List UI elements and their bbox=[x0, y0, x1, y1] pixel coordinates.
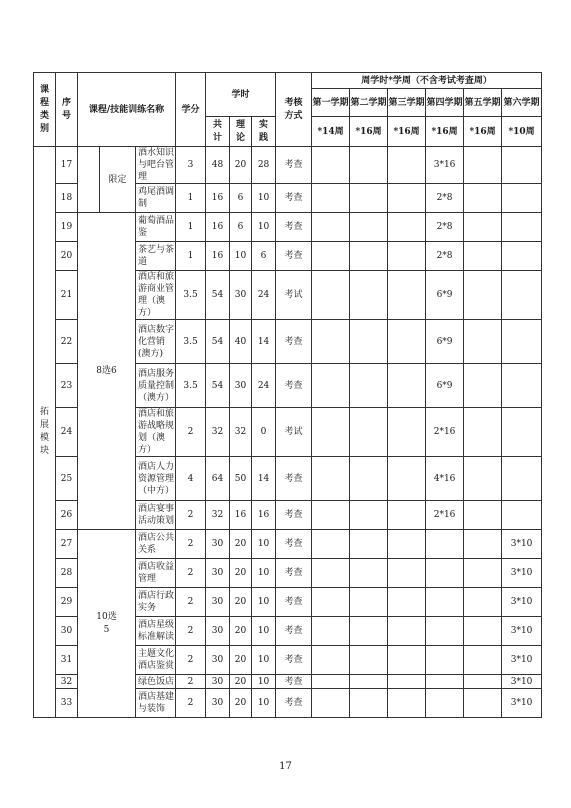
seq-cell: 17 bbox=[56, 147, 78, 184]
term-5-cell bbox=[464, 457, 502, 501]
theory-cell: 20 bbox=[230, 617, 252, 646]
term-5-cell bbox=[464, 617, 502, 646]
term-6-cell: 3*10 bbox=[502, 530, 542, 559]
term-6-cell: 3*10 bbox=[502, 588, 542, 617]
term-3-cell bbox=[388, 501, 426, 530]
page-number: 17 bbox=[279, 761, 292, 772]
term-4-cell bbox=[426, 646, 464, 675]
term-5-cell bbox=[464, 501, 502, 530]
term-2-cell bbox=[350, 408, 388, 457]
term-5-cell bbox=[464, 530, 502, 559]
header-hours-total: 共计 bbox=[206, 117, 230, 147]
header-hours-practice: 实践 bbox=[252, 117, 276, 147]
term-2-cell bbox=[350, 689, 388, 718]
course-name-cell: 鸡尾酒调制 bbox=[136, 184, 176, 213]
header-term-weeks-3: *16周 bbox=[388, 117, 426, 147]
theory-cell: 6 bbox=[230, 213, 252, 242]
total-cell: 30 bbox=[206, 646, 230, 675]
term-2-cell bbox=[350, 646, 388, 675]
header-term-weeks-1: *14周 bbox=[312, 117, 350, 147]
total-cell: 64 bbox=[206, 457, 230, 501]
term-3-cell bbox=[388, 689, 426, 718]
term-5-cell bbox=[464, 184, 502, 213]
header-name: 课程/技能训练名称 bbox=[78, 73, 176, 147]
seq-cell: 27 bbox=[56, 530, 78, 559]
course-name-cell: 酒店星级标准解读 bbox=[136, 617, 176, 646]
term-5-cell bbox=[464, 408, 502, 457]
assess-cell: 考查 bbox=[276, 184, 312, 213]
seq-cell: 29 bbox=[56, 588, 78, 617]
group-8-of-6: 8选6 bbox=[78, 213, 136, 530]
theory-cell: 20 bbox=[230, 675, 252, 689]
course-name-cell: 绿色饭店 bbox=[136, 675, 176, 689]
header-term-3: 第三学期 bbox=[388, 89, 426, 117]
total-cell: 16 bbox=[206, 213, 230, 242]
term-1-cell bbox=[312, 364, 350, 408]
term-3-cell bbox=[388, 457, 426, 501]
term-4-cell bbox=[426, 617, 464, 646]
term-6-cell: 3*10 bbox=[502, 646, 542, 675]
practice-cell: 10 bbox=[252, 617, 276, 646]
term-5-cell bbox=[464, 271, 502, 320]
seq-cell: 31 bbox=[56, 646, 78, 675]
term-2-cell bbox=[350, 530, 388, 559]
term-3-cell bbox=[388, 242, 426, 271]
term-6-cell: 3*10 bbox=[502, 617, 542, 646]
assess-cell: 考查 bbox=[276, 588, 312, 617]
assess-cell: 考查 bbox=[276, 457, 312, 501]
header-term-2: 第二学期 bbox=[350, 89, 388, 117]
term-6-cell bbox=[502, 320, 542, 364]
credit-cell: 4 bbox=[176, 457, 206, 501]
seq-cell: 26 bbox=[56, 501, 78, 530]
total-cell: 30 bbox=[206, 689, 230, 718]
term-4-cell: 2*8 bbox=[426, 242, 464, 271]
term-1-cell bbox=[312, 271, 350, 320]
term-5-cell bbox=[464, 675, 502, 689]
course-name-cell: 酒店人力资源管理（中方） bbox=[136, 457, 176, 501]
assess-cell: 考试 bbox=[276, 408, 312, 457]
practice-cell: 10 bbox=[252, 530, 276, 559]
term-1-cell bbox=[312, 184, 350, 213]
header-term-weeks-5: *16周 bbox=[464, 117, 502, 147]
practice-cell: 10 bbox=[252, 675, 276, 689]
assess-cell: 考查 bbox=[276, 689, 312, 718]
term-4-cell: 2*16 bbox=[426, 501, 464, 530]
total-cell: 30 bbox=[206, 530, 230, 559]
total-cell: 32 bbox=[206, 408, 230, 457]
seq-cell: 32 bbox=[56, 675, 78, 689]
assess-cell: 考查 bbox=[276, 675, 312, 689]
table-body bbox=[34, 147, 542, 718]
seq-cell: 23 bbox=[56, 364, 78, 408]
term-3-cell bbox=[388, 559, 426, 588]
seq-cell: 21 bbox=[56, 271, 78, 320]
table-row bbox=[34, 147, 542, 184]
term-2-cell bbox=[350, 242, 388, 271]
header-seq: 序号 bbox=[56, 73, 78, 147]
term-4-cell: 4*16 bbox=[426, 457, 464, 501]
term-2-cell bbox=[350, 559, 388, 588]
header-term-weeks-6: *10周 bbox=[502, 117, 542, 147]
term-3-cell bbox=[388, 320, 426, 364]
term-4-cell bbox=[426, 588, 464, 617]
theory-cell: 30 bbox=[230, 364, 252, 408]
assess-cell: 考查 bbox=[276, 501, 312, 530]
theory-cell: 32 bbox=[230, 408, 252, 457]
practice-cell: 10 bbox=[252, 588, 276, 617]
header-hours: 学时 bbox=[206, 73, 276, 117]
practice-cell: 24 bbox=[252, 364, 276, 408]
term-1-cell bbox=[312, 408, 350, 457]
seq-cell: 24 bbox=[56, 408, 78, 457]
course-name-cell: 酒店收益管理 bbox=[136, 559, 176, 588]
theory-cell: 20 bbox=[230, 588, 252, 617]
term-4-cell bbox=[426, 530, 464, 559]
seq-cell: 30 bbox=[56, 617, 78, 646]
term-5-cell bbox=[464, 213, 502, 242]
assess-cell: 考查 bbox=[276, 617, 312, 646]
practice-cell: 14 bbox=[252, 320, 276, 364]
term-4-cell: 2*8 bbox=[426, 213, 464, 242]
course-name-cell: 酒店宴事活动策划 bbox=[136, 501, 176, 530]
practice-cell: 24 bbox=[252, 271, 276, 320]
seq-cell: 19 bbox=[56, 213, 78, 242]
term-3-cell bbox=[388, 213, 426, 242]
credit-cell: 2 bbox=[176, 646, 206, 675]
term-3-cell bbox=[388, 408, 426, 457]
group-limited: 限定 bbox=[100, 147, 136, 213]
header-term-5: 第五学期 bbox=[464, 89, 502, 117]
theory-cell: 20 bbox=[230, 689, 252, 718]
assess-cell: 考查 bbox=[276, 530, 312, 559]
header-term-weeks-2: *16周 bbox=[350, 117, 388, 147]
total-cell: 48 bbox=[206, 147, 230, 184]
theory-cell: 40 bbox=[230, 320, 252, 364]
course-name-cell: 酒店数字化营销(澳方) bbox=[136, 320, 176, 364]
term-1-cell bbox=[312, 213, 350, 242]
credit-cell: 3 bbox=[176, 147, 206, 184]
term-6-cell bbox=[502, 271, 542, 320]
course-name-cell: 酒店和旅游战略规划（澳方） bbox=[136, 408, 176, 457]
practice-cell: 28 bbox=[252, 147, 276, 184]
practice-cell: 10 bbox=[252, 646, 276, 675]
term-2-cell bbox=[350, 588, 388, 617]
term-2-cell bbox=[350, 617, 388, 646]
header-term-1: 第一学期 bbox=[312, 89, 350, 117]
theory-cell: 16 bbox=[230, 501, 252, 530]
term-1-cell bbox=[312, 689, 350, 718]
credit-cell: 1 bbox=[176, 184, 206, 213]
total-cell: 32 bbox=[206, 501, 230, 530]
term-5-cell bbox=[464, 242, 502, 271]
term-6-cell: 3*10 bbox=[502, 675, 542, 689]
theory-cell: 20 bbox=[230, 530, 252, 559]
total-cell: 30 bbox=[206, 588, 230, 617]
practice-cell: 14 bbox=[252, 457, 276, 501]
total-cell: 54 bbox=[206, 271, 230, 320]
term-1-cell bbox=[312, 147, 350, 184]
table-row bbox=[34, 213, 542, 242]
term-6-cell bbox=[502, 213, 542, 242]
total-cell: 30 bbox=[206, 617, 230, 646]
assess-cell: 考试 bbox=[276, 271, 312, 320]
seq-cell: 20 bbox=[56, 242, 78, 271]
practice-cell: 0 bbox=[252, 408, 276, 457]
course-name-cell: 酒店和旅游商业管理（澳方） bbox=[136, 271, 176, 320]
term-5-cell bbox=[464, 147, 502, 184]
term-4-cell bbox=[426, 675, 464, 689]
total-cell: 54 bbox=[206, 320, 230, 364]
credit-cell: 3.5 bbox=[176, 364, 206, 408]
total-cell: 16 bbox=[206, 242, 230, 271]
credit-cell: 2 bbox=[176, 588, 206, 617]
credit-cell: 1 bbox=[176, 213, 206, 242]
course-name-cell: 酒店服务质量控制（澳方） bbox=[136, 364, 176, 408]
term-1-cell bbox=[312, 559, 350, 588]
course-name-cell: 酒店行政实务 bbox=[136, 588, 176, 617]
term-6-cell: 3*10 bbox=[502, 559, 542, 588]
course-name-cell: 葡萄酒品鉴 bbox=[136, 213, 176, 242]
term-5-cell bbox=[464, 559, 502, 588]
theory-cell: 20 bbox=[230, 646, 252, 675]
theory-cell: 30 bbox=[230, 271, 252, 320]
term-3-cell bbox=[388, 271, 426, 320]
course-name-cell: 酒店基建与装饰 bbox=[136, 689, 176, 718]
term-3-cell bbox=[388, 364, 426, 408]
term-6-cell bbox=[502, 408, 542, 457]
term-5-cell bbox=[464, 646, 502, 675]
term-6-cell bbox=[502, 242, 542, 271]
header-assess: 考核方式 bbox=[276, 73, 312, 147]
term-1-cell bbox=[312, 501, 350, 530]
term-2-cell bbox=[350, 213, 388, 242]
total-cell: 30 bbox=[206, 675, 230, 689]
credit-cell: 1 bbox=[176, 242, 206, 271]
term-2-cell bbox=[350, 457, 388, 501]
course-name-cell: 主题文化酒店鉴赏 bbox=[136, 646, 176, 675]
assess-cell: 考查 bbox=[276, 213, 312, 242]
assess-cell: 考查 bbox=[276, 364, 312, 408]
total-cell: 30 bbox=[206, 559, 230, 588]
assess-cell: 考查 bbox=[276, 147, 312, 184]
practice-cell: 10 bbox=[252, 689, 276, 718]
header-term-4: 第四学期 bbox=[426, 89, 464, 117]
term-3-cell bbox=[388, 147, 426, 184]
total-cell: 54 bbox=[206, 364, 230, 408]
credit-cell: 2 bbox=[176, 530, 206, 559]
practice-cell: 10 bbox=[252, 213, 276, 242]
term-6-cell bbox=[502, 501, 542, 530]
term-6-cell: 3*10 bbox=[502, 689, 542, 718]
term-1-cell bbox=[312, 242, 350, 271]
theory-cell: 6 bbox=[230, 184, 252, 213]
header-term-weeks-4: *16周 bbox=[426, 117, 464, 147]
credit-cell: 3.5 bbox=[176, 320, 206, 364]
term-3-cell bbox=[388, 588, 426, 617]
term-5-cell bbox=[464, 588, 502, 617]
credit-cell: 2 bbox=[176, 689, 206, 718]
term-5-cell bbox=[464, 689, 502, 718]
term-2-cell bbox=[350, 147, 388, 184]
header-category: 课程类别 bbox=[34, 73, 56, 147]
term-3-cell bbox=[388, 530, 426, 559]
practice-cell: 10 bbox=[252, 559, 276, 588]
practice-cell: 10 bbox=[252, 184, 276, 213]
assess-cell: 考查 bbox=[276, 559, 312, 588]
category-cell: 拓展模块 bbox=[34, 147, 56, 718]
credit-cell: 2 bbox=[176, 501, 206, 530]
header-term-6: 第六学期 bbox=[502, 89, 542, 117]
curriculum-table bbox=[33, 72, 542, 718]
term-3-cell bbox=[388, 184, 426, 213]
term-2-cell bbox=[350, 184, 388, 213]
term-1-cell bbox=[312, 457, 350, 501]
term-1-cell bbox=[312, 646, 350, 675]
term-1-cell bbox=[312, 530, 350, 559]
header-credit: 学分 bbox=[176, 73, 206, 147]
term-3-cell bbox=[388, 617, 426, 646]
credit-cell: 2 bbox=[176, 617, 206, 646]
term-5-cell bbox=[464, 364, 502, 408]
assess-cell: 考查 bbox=[276, 242, 312, 271]
seq-cell: 22 bbox=[56, 320, 78, 364]
term-1-cell bbox=[312, 320, 350, 364]
practice-cell: 6 bbox=[252, 242, 276, 271]
credit-cell: 3.5 bbox=[176, 271, 206, 320]
theory-cell: 20 bbox=[230, 559, 252, 588]
term-4-cell: 6*9 bbox=[426, 320, 464, 364]
theory-cell: 20 bbox=[230, 147, 252, 184]
term-2-cell bbox=[350, 364, 388, 408]
seq-cell: 25 bbox=[56, 457, 78, 501]
term-4-cell: 6*9 bbox=[426, 364, 464, 408]
term-2-cell bbox=[350, 501, 388, 530]
header-hours-theory: 理论 bbox=[230, 117, 252, 147]
total-cell: 16 bbox=[206, 184, 230, 213]
term-6-cell bbox=[502, 147, 542, 184]
credit-cell: 2 bbox=[176, 675, 206, 689]
term-4-cell: 3*16 bbox=[426, 147, 464, 184]
term-4-cell bbox=[426, 689, 464, 718]
term-6-cell bbox=[502, 457, 542, 501]
theory-cell: 50 bbox=[230, 457, 252, 501]
practice-cell: 16 bbox=[252, 501, 276, 530]
term-4-cell: 2*8 bbox=[426, 184, 464, 213]
term-3-cell bbox=[388, 646, 426, 675]
term-4-cell: 6*9 bbox=[426, 271, 464, 320]
seq-cell: 28 bbox=[56, 559, 78, 588]
course-name-cell: 酒店公共关系 bbox=[136, 530, 176, 559]
credit-cell: 2 bbox=[176, 559, 206, 588]
term-5-cell bbox=[464, 320, 502, 364]
term-4-cell bbox=[426, 559, 464, 588]
course-name-cell: 酒水知识与吧台管理 bbox=[136, 147, 176, 184]
term-3-cell bbox=[388, 675, 426, 689]
header-weekly: 周学时*学周（不含考试考查周） bbox=[312, 73, 542, 89]
seq-cell: 33 bbox=[56, 689, 78, 718]
credit-cell: 2 bbox=[176, 408, 206, 457]
term-6-cell bbox=[502, 184, 542, 213]
term-4-cell: 2*16 bbox=[426, 408, 464, 457]
term-1-cell bbox=[312, 588, 350, 617]
term-2-cell bbox=[350, 320, 388, 364]
term-1-cell bbox=[312, 617, 350, 646]
term-1-cell bbox=[312, 675, 350, 689]
term-2-cell bbox=[350, 271, 388, 320]
group-10-of-5: 10选5 bbox=[78, 530, 136, 718]
course-name-cell: 茶艺与茶道 bbox=[136, 242, 176, 271]
assess-cell: 考查 bbox=[276, 320, 312, 364]
assess-cell: 考查 bbox=[276, 646, 312, 675]
term-2-cell bbox=[350, 675, 388, 689]
term-6-cell bbox=[502, 364, 542, 408]
seq-cell: 18 bbox=[56, 184, 78, 213]
theory-cell: 10 bbox=[230, 242, 252, 271]
table-row bbox=[34, 530, 542, 559]
